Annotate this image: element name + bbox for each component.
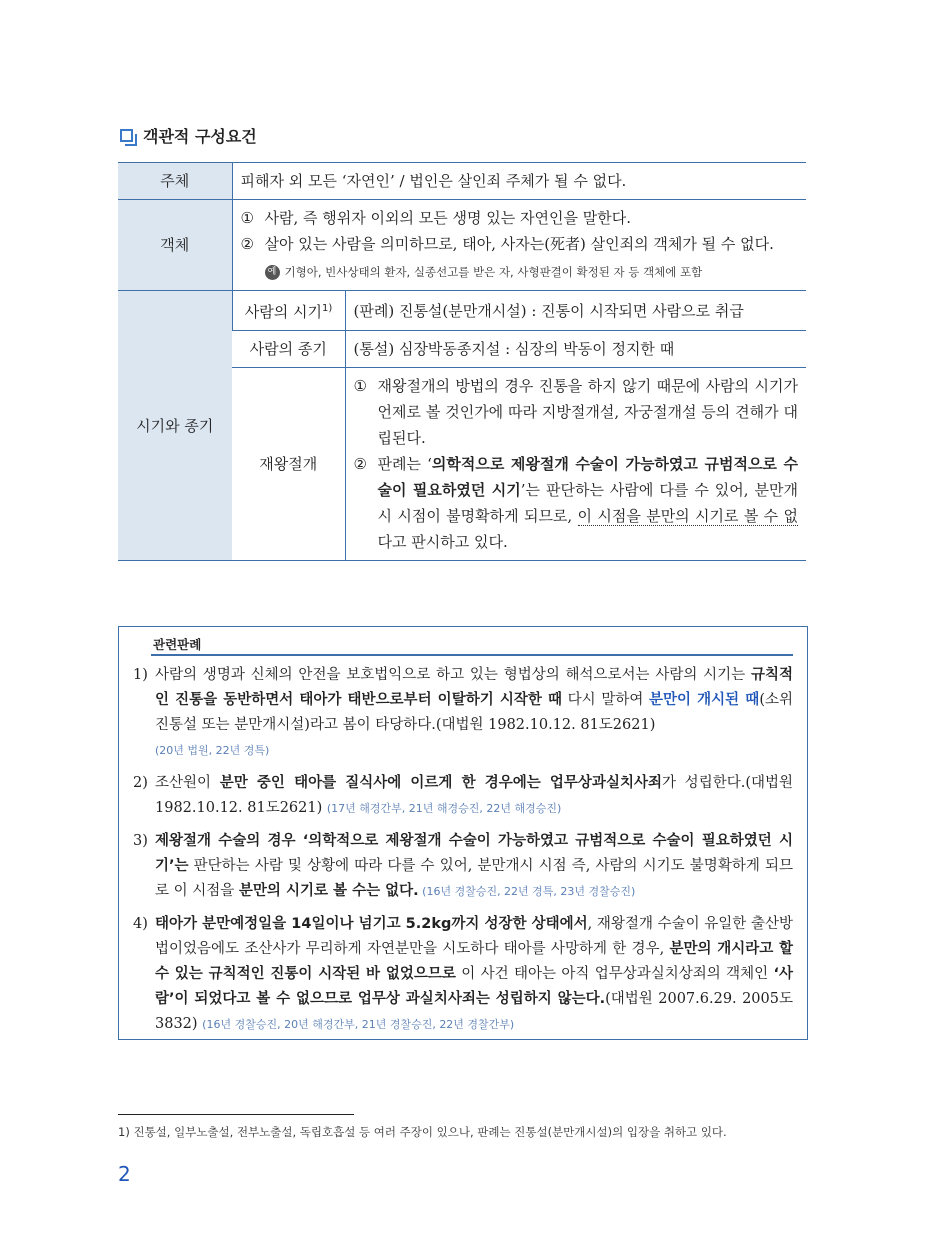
- case-source: (16년 경찰승진, 22년 경특, 23년 경찰승진): [418, 885, 636, 898]
- object-content: [232, 200, 806, 291]
- cesarean-content: [345, 368, 806, 561]
- start-row: [118, 291, 806, 331]
- section-heading: [120, 124, 257, 147]
- subject-text: 피해자 외 모든 ‘자연인’ / 법인은 살인죄 주체가 될 수 없다.: [232, 163, 806, 200]
- case-source: (17년 해경간부, 21년 해경승진, 22년 해경승진): [326, 802, 562, 815]
- subject-label: 주체: [118, 163, 232, 200]
- case-source: (20년 법원, 22년 경특): [155, 744, 270, 757]
- start-label: 사람의 시기$^{1)}$: [232, 291, 345, 331]
- end-label: 사람의 종기: [232, 331, 345, 368]
- case-source: (16년 경찰승진, 20년 해경간부, 21년 경찰승진, 22년 경찰간부): [202, 1018, 515, 1031]
- case-item-1: 1) 사람의 생명과 신체의 안전을 보호법익으로 하고 있는 형법상의 해석으로서는 사람의 시기는 규칙적인 진통을 동반하면서 태아가 태반으로부터 이탈하기 시작한 때 다시 말하여 분만이 개시된 때(소위 진통설 또는 분만개시설)라고 봄이 타당하다.(대법원 1982.10.12. 81도2621) (20년 법원, 22년 경특): [133, 667, 793, 757]
- object-row: [118, 200, 806, 291]
- footnote: 1) 진통설, 일부노출설, 전부노출설, 독립호흡설 등 여러 주장이 있으나, 판례는 진통설(분만개시설)의 입장을 취하고 있다.: [118, 1125, 727, 1139]
- object-example: 예 기형아, 빈사상태의 환자, 실종선고를 받은 자, 사형판결이 확정된 자 등 객체에 포함: [265, 259, 799, 285]
- cesarean-item-1: ① 재왕절개의 방법의 경우 진통을 하지 않기 때문에 사람의 시기가 언제로 볼 것인가에 따라 지방절개설, 자궁절개설 등의 견해가 대립된다.: [353, 377, 798, 447]
- footnote-ref[interactable]: 1): [321, 303, 333, 314]
- cesarean-item-2: ② 판례는 ‘의학적으로 제왕절개 수술이 가능하였고 규범적으로 수술이 필요하였던 시기’는 판단하는 사람에 다를 수 있어, 분만개시 시점이 불명확하게 되므로, 이 시점을 분만의 시기로 볼 수 없다고 판시하고 있다.: [353, 455, 798, 551]
- related-cases-title: 관련판례: [153, 637, 202, 652]
- section-title: 객관적 구성요건: [143, 127, 257, 146]
- square-bullet-icon: [120, 129, 133, 142]
- start-text: (판례) 진통설(분만개시설) : 진통이 시작되면 사람으로 취급: [345, 291, 806, 331]
- object-item-1: ① 사람, 즉 행위자 이외의 모든 생명 있는 자연인을 말한다.: [240, 209, 631, 227]
- case-item-4: 4) 태아가 분만예정일을 14일이나 넘기고 5.2kg까지 성장한 상태에서, 재왕절개 수술이 유일한 출산방법이었음에도 조산사가 무리하게 자연분만을 시도하다 태아를 사망하게 한 경우, 분만의 개시라고 할 수 있는 규칙적인 진통이 시작된 바 없었으므로 이 사건 태아는 아직 업무상과실치상죄의 객체인 ‘사람’이 되었다고 볼 수 없으므로 업무상 과실치사죄는 성립하지 않는다.(대법원 2007.6.29. 2005도3832) (16년 경찰승진, 20년 해경간부, 21년 경찰승진, 22년 경찰간부): [133, 916, 794, 1032]
- case-item-3: 3) 제왕절개 수술의 경우 ‘의학적으로 제왕절개 수술이 가능하였고 규범적으로 수술이 필요하였던 시기’는 판단하는 사람 및 상황에 따라 다를 수 있어, 분만개시 시점 즉, 사람의 시기도 불명확하게 되므로 이 시점을 분만의 시기로 볼 수는 없다. (16년 경찰승진, 22년 경특, 23년 경찰승진): [133, 833, 793, 899]
- end-text: (통설) 심장박동종지설 : 심장의 박동이 정지한 때: [345, 331, 806, 368]
- timing-label: 시기와 종기: [118, 291, 232, 561]
- requirements-table: [118, 162, 806, 561]
- object-label: 객체: [118, 200, 232, 291]
- subject-row: [118, 163, 806, 200]
- related-cases-rule: [151, 654, 793, 656]
- object-item-2: ② 살아 있는 사람을 의미하므로, 태아, 사자는(死者) 살인죄의 객체가 될 수 없다.: [240, 235, 774, 253]
- case-item-2: 2) 조산원이 분만 중인 태아를 질식사에 이르게 한 경우에는 업무상과실치사죄가 성립한다.(대법원 1982.10.12. 81도2621) (17년 해경간부, 21년 해경승진, 22년 해경승진): [133, 775, 793, 816]
- footnote-divider: [118, 1114, 354, 1115]
- example-badge-icon: 예: [265, 265, 280, 280]
- page-number: 2: [118, 1162, 131, 1186]
- related-cases-box: [118, 626, 808, 1040]
- cesarean-label: 재왕절개: [232, 368, 345, 561]
- case-list: [133, 663, 793, 1045]
